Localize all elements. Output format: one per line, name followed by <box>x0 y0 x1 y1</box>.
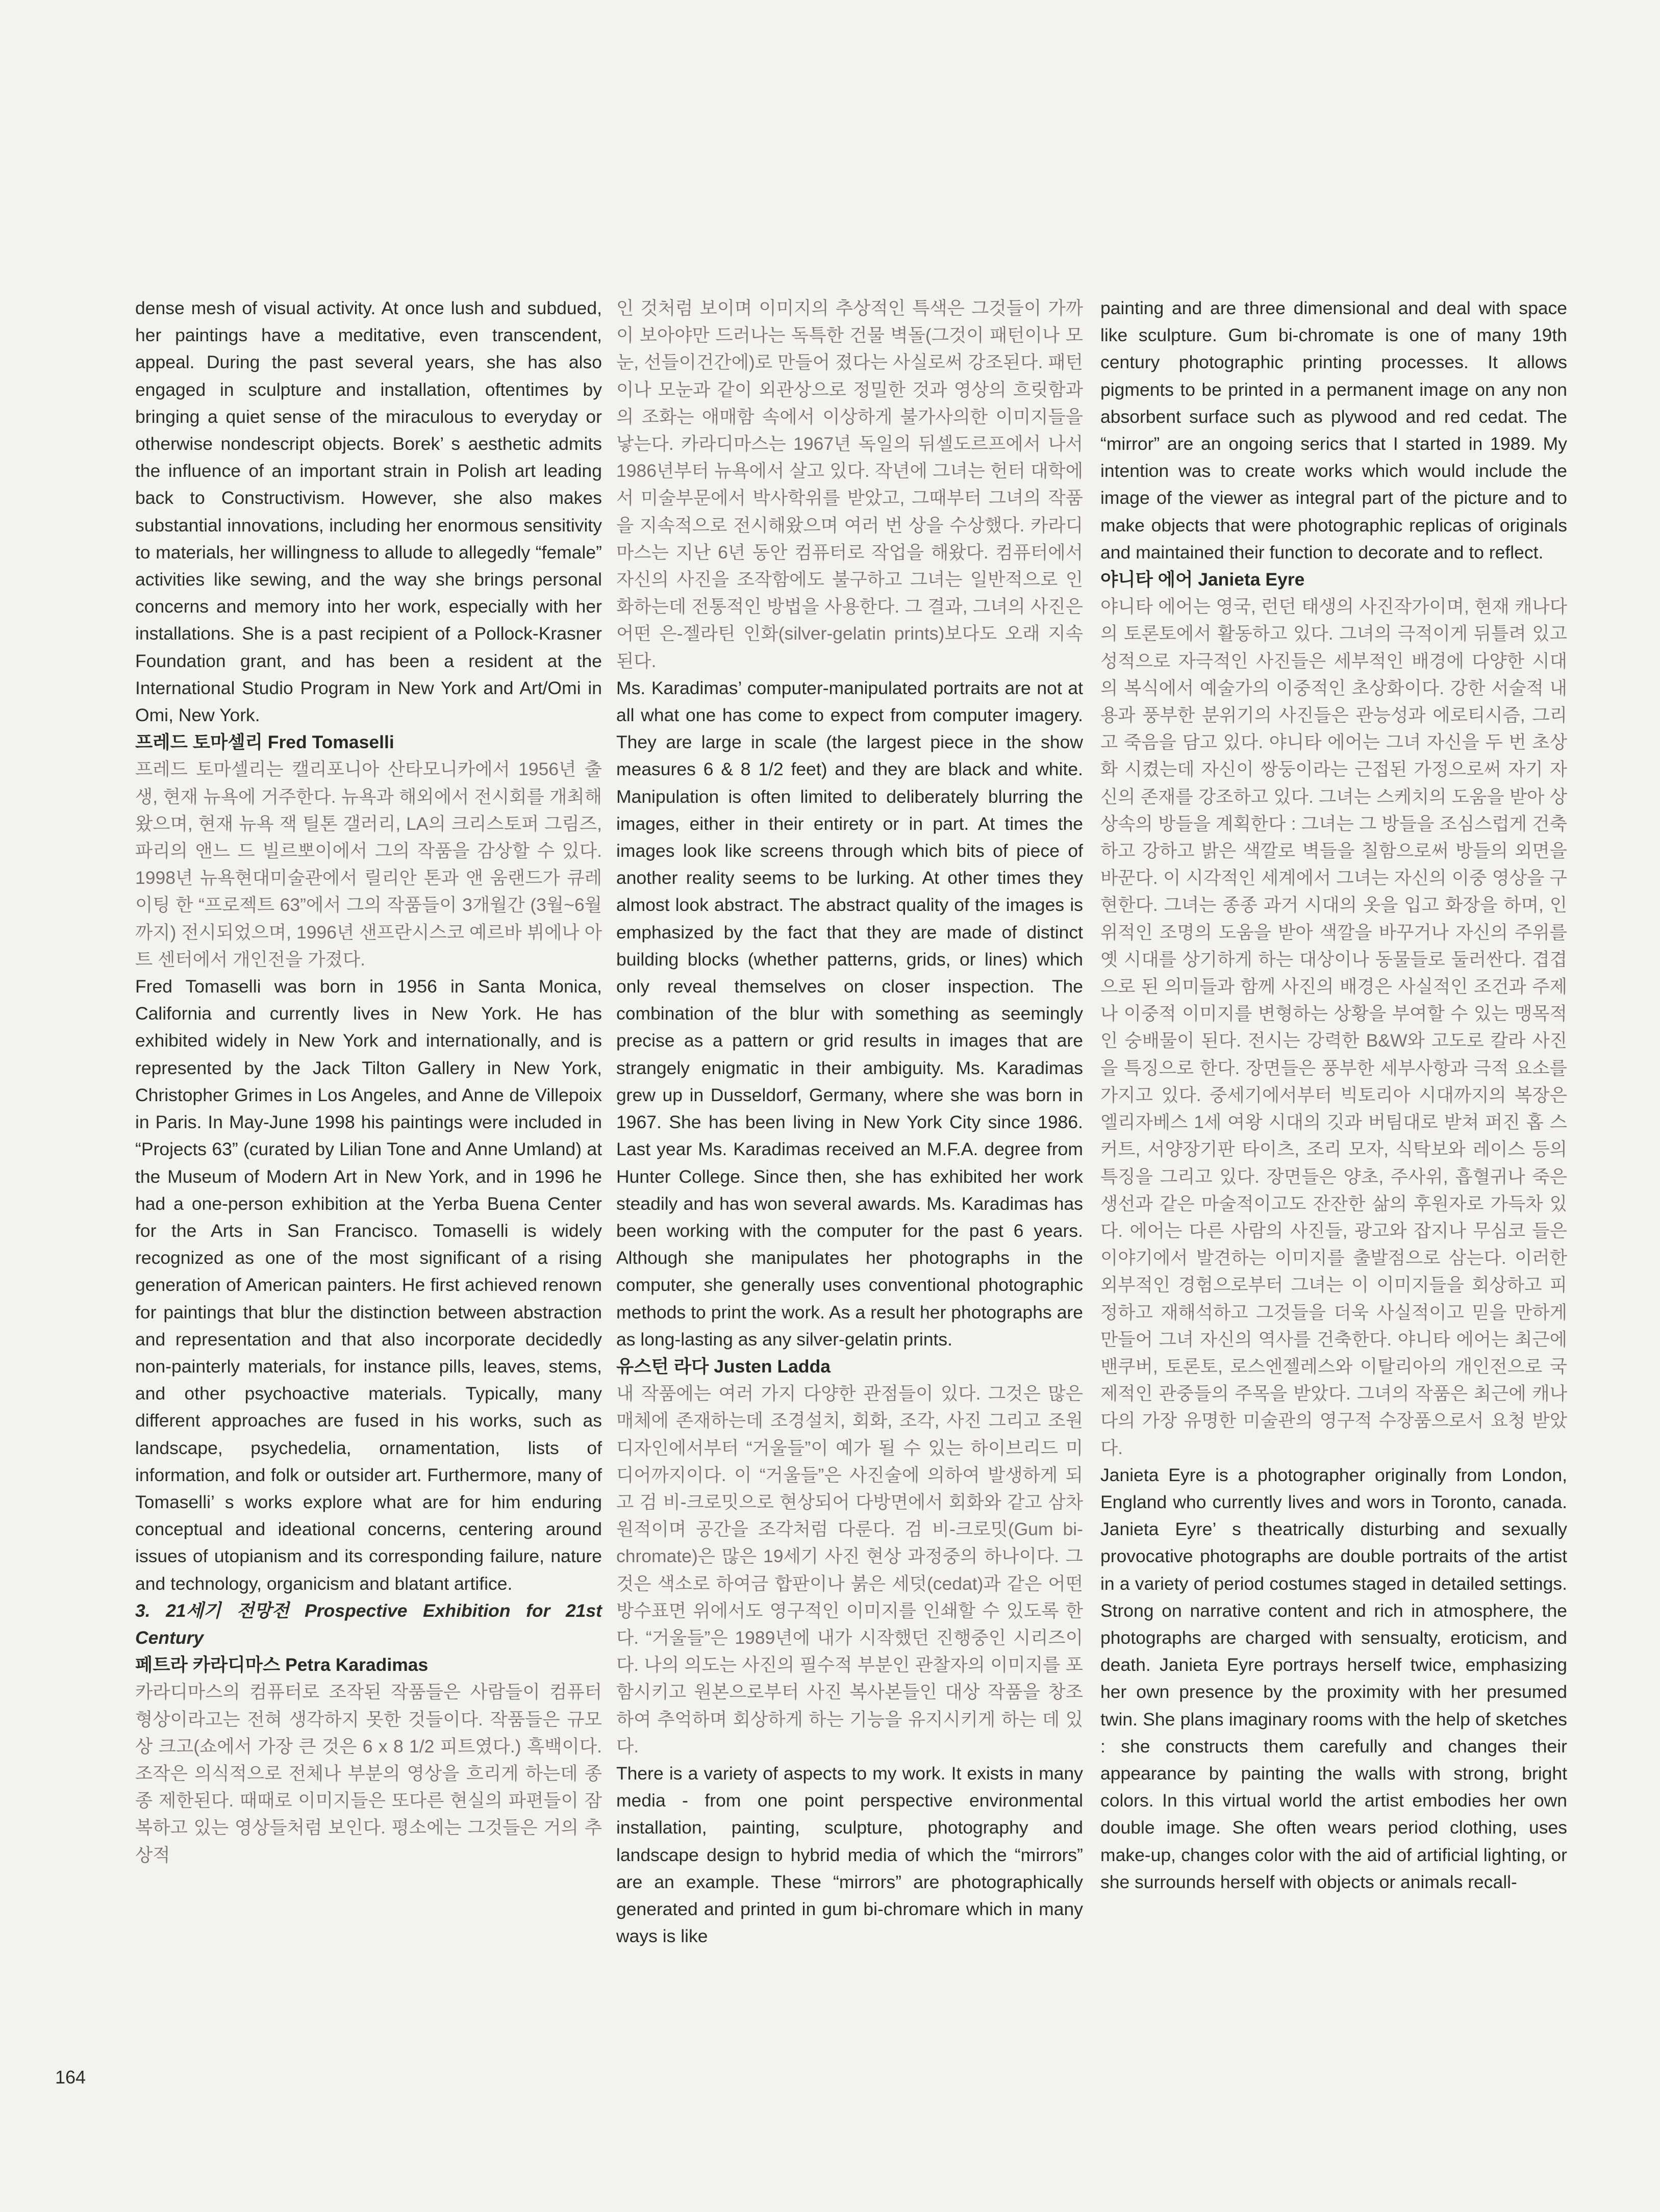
paragraph-ladda-english-cont: painting and are three dimensional and deal with space like sculpture. Gum bi-chromate is one of many 19th century photographic printing processes. It allows pigments to be printed in a permanent image on any non absorbent surface such as plywood and red cedat. The “mirror” are an ongoing serics that I started in 1989. My intention was to create works which would include the image of the viewer as integral part of the picture and to make objects that were photographic replicas of originals and maintained their function to decorate and to reflect. <box>1100 298 1567 563</box>
paragraph-eyre-english: Janieta Eyre is a photographer originally from London, England who currently lives and wors in Toronto, canada. Janieta Eyre’ s theatrically disturbing and sexually provocative photographs are double portraits of the artist in a variety of period costumes staged in detailed settings. Strong on narrative content and rich in atmosphere, the photographs are charged with sensualty, eroticism, and death. Janieta Eyre portrays herself twice, emphasizing her own presence by the proximity with her presumed twin. She plans imaginary rooms with the help of sketches : she constructs them carefully and changes their appearance by painting the walls with strong, bright colors. In this virtual world the artist embodies her own double image. She often wears period clothing, uses make-up, changes color with the aid of artificial lighting, or she surrounds herself with objects or animals recall- <box>1100 1464 1567 1892</box>
heading-janieta-eyre: 야니타 에어 Janieta Eyre <box>1100 569 1305 590</box>
paragraph-eyre-korean: 야니타 에어는 영국, 런던 태생의 사진작가이며, 현재 캐나다의 토론토에서 활동하고 있다. 그녀의 극적이게 뒤틀려 있고 성적으로 자극적인 사진들은 세부적인 배경에 다양한 시대의 복식에서 예술가의 이중적인 초상화이다. 강한 서술적 내용과 풍부한 분위기의 사진들은 관능성과 에로티시즘, 그리고 죽음을 담고 있다. 야니타 에어는 그녀 자신을 두 번 초상화 시켰는데 자신이 쌍둥이라는 근접된 가정으로써 자기 자신의 존재를 강조하고 있다. 그녀는 스케치의 도움을 받아 상상속의 방들을 계획한다 : 그녀는 그 방들을 조심스럽게 건축하고 강하고 밝은 색깔로 벽들을 칠함으로써 방들의 외면을 바꾼다. 이 시각적인 세계에서 그녀는 자신의 이중 영상을 구현한다. 그녀는 종종 과거 시대의 옷을 입고 화장을 하며, 인위적인 조명의 도움을 받아 색깔을 바꾸거나 자신의 주위를 옛 시대를 상기하게 하는 대상이나 동물들로 둘러싼다. 겹겹으로 된 의미들과 함께 사진의 배경은 사실적인 조건과 주제나 이중적 이미지를 변형하는 상황을 부여할 수 있는 맹목적인 숭배물이 된다. 전시는 강력한 B&W와 고도로 칼라 사진을 특징으로 한다. 장면들은 풍부한 세부사항과 극적 요소를 가지고 있다. 중세기에서부터 빅토리아 시대까지의 복장은 엘리자베스 1세 여왕 시대의 깃과 버팀대로 받쳐 퍼진 홉 스커트, 서양장기판 타이츠, 조리 모자, 식탁보와 레이스 등의 특징을 그리고 있다. 장면들은 양초, 주사위, 흡혈귀나 죽은 생선과 같은 마술적이고도 잔잔한 삶의 후원자로 가득차 있다. 에어는 다른 사람의 사진들, 광고와 잡지나 무심코 들은 이야기에서 발견하는 이미지를 출발점으로 삼는다. 이러한 외부적인 경험으로부터 그녀는 이 이미지들을 회상하고 피정하고 재해석하고 그것들을 더욱 사실적이고 믿을 만하게 만들어 그녀 자신의 역사를 건축한다. 야니타 에어는 최근에 밴쿠버, 토론토, 로스엔젤레스와 이탈리아의 개인전으로 국제적인 관중들의 주목을 받았다. 그녀의 작품은 최근에 캐나다의 가장 유명한 미술관의 영구적 수장품으로서 요청 받았다. <box>1100 596 1567 1458</box>
page-number: 164 <box>55 2067 86 2088</box>
heading-justen-ladda: 유스턴 라다 Justen Ladda <box>616 1356 831 1377</box>
text-column-2 <box>616 295 1083 1950</box>
section-heading-prospective-exhibition: 3. 21세기 전망전 Prospective Exhibition for 21st Century <box>135 1600 602 1648</box>
paragraph-tomaselli-english: Fred Tomaselli was born in 1956 in Santa Monica, California and currently lives in New York. He has exhibited widely in New York and internationally, and is represented by the Jack Tilton Gallery in New York, Christopher Grimes in Los Angeles, and Anne de Villepoix in Paris. In May-June 1998 his paintings were included in “Projects 63” (curated by Lilian Tone and Anne Umland) at the Museum of Modern Art in New York, and in 1996 he had a one-person exhibition at the Yerba Buena Center for the Arts in San Francisco. Tomaselli is widely recognized as one of the most significant of a rising generation of American painters. He first achieved renown for paintings that blur the distinction between abstraction and representation and that also incorporate decidedly non-painterly materials, for instance pills, leaves, stems, and other psychoactive materials. Typically, many different approaches are fused in his works, such as landscape, psychedelia, ornamentation, lists of information, and folk or outsider art. Furthermore, many of Tomaselli’ s works explore what are for him enduring conceptual and ideational concerns, centering around issues of utopianism and its corresponding failure, nature and technology, organicism and blatant artifice. <box>135 976 602 1594</box>
paragraph-ladda-korean: 내 작품에는 여러 가지 다양한 관점들이 있다. 그것은 많은 매체에 존재하는데 조경설치, 회화, 조각, 사진 그리고 조원 디자인에서부터 “거울들”이 예가 될 수 있는 하이브리드 미디어까지이다. 이 “거울들”은 사진술에 의하여 발생하게 되고 검 비-크로밋으로 현상되어 다방면에서 회화와 같고 삼차원적이며 공간을 조각처럼 다룬다. 검 비-크로밋(Gum bi-chromate)은 많은 19세기 사진 현상 과정중의 하나이다. 그것은 색소로 하여금 합판이나 붉은 세덧(cedat)과 같은 어떤 방수표면 위에서도 영구적인 이미지를 인쇄할 수 있도록 한다. “거울들”은 1989년에 내가 시작했던 진행중인 시리즈이다. 나의 의도는 사진의 필수적 부분인 관찰자의 이미지를 포함시키고 원본으로부터 사진 복사본들인 대상 작품을 창조하여 추억하며 회상하게 하는 기능을 유지시키게 하는 데 있다. <box>616 1383 1083 1757</box>
paragraph-karadimas-korean: 카라디마스의 컴퓨터로 조작된 작품들은 사람들이 컴퓨터 형상이라고는 전혀 생각하지 못한 것들이다. 작품들은 규모상 크고(쇼에서 가장 큰 것은 6 x 8 1/2 피트였다.) 흑백이다. 조작은 의식적으로 전체나 부분의 영상을 흐리게 하는데 종종 제한된다. 때때로 이미지들은 또다른 현실의 파편들이 잠복하고 있는 영상들처럼 보인다. 평소에는 그것들은 거의 추상적 <box>135 1682 602 1865</box>
heading-petra-karadimas: 페트라 카라디마스 Petra Karadimas <box>135 1655 429 1675</box>
text-column-1 <box>135 295 602 1869</box>
paragraph-karadimas-english: Ms. Karadimas’ computer-manipulated portraits are not at all what one has come to expect from computer imagery. They are large in scale (the largest piece in the show measures 6 & 8 1/2 feet) and they are black and white. Manipulation is often limited to deliberately blurring the images, either in their entirety or in part. At times the images look like screens through which bits of piece of another reality seems to be lurking. At other times they almost look abstract. The abstract quality of the images is emphasized by the fact that they are made of distinct building blocks (whether patterns, grids, or lines) which only reveal themselves on closer inspection. The combination of the blur with something as seemingly precise as a pattern or grid results in images that are strangely enigmatic in their ambiguity. Ms. Karadimas grew up in Dusseldorf, Germany, where she was born in 1967. She has been living in New York City since 1986. Last year Ms. Karadimas received an M.F.A. degree from Hunter College. Since then, she has exhibited her work steadily and has won several awards. Ms. Karadimas has been working with the computer for the past 6 years. Although she manipulates her photographs in the computer, she generally uses conventional photographic methods to print the work. As a result her photographs are as long-lasting as any silver-gelatin prints. <box>616 677 1083 1350</box>
paragraph-ladda-english: There is a variety of aspects to my work. It exists in many media - from one point perspective environmental installation, painting, sculpture, photography and landscape design to hybrid media of which the “mirrors” are an example. These “mirrors” are photographically generated and printed in gum bi-chromare which in many ways is like <box>616 1763 1083 1947</box>
heading-fred-tomaselli: 프레드 토마셀리 Fred Tomaselli <box>135 732 394 753</box>
paragraph-tomaselli-korean: 프레드 토마셀리는 캘리포니아 산타모니카에서 1956년 출생, 현재 뉴욕에 거주한다. 뉴욕과 해외에서 전시회를 개최해 왔으며, 현재 뉴욕 잭 틸톤 갤러리, LA의 크리스토퍼 그림즈, 파리의 앤느 드 빌르뽀이에서 그의 작품을 감상할 수 있다. 1998년 뉴욕현대미술관에서 릴리안 톤과 앤 움랜드가 큐레이팅 한 “프로젝트 63”에서 그의 작품들이 3개월간 (3월~6월까지) 전시되었으며, 1996년 샌프란시스코 예르바 뷔에나 아트 센터에서 개인전을 가졌다. <box>135 759 602 970</box>
paragraph-karadimas-korean-cont: 인 것처럼 보이며 이미지의 추상적인 특색은 그것들이 가까이 보아야만 드러나는 독특한 건물 벽돌(그것이 패턴이나 모눈, 선들이건간에)로 만들어 졌다는 사실로써 강조된다. 패턴이나 모눈과 같이 외관상으로 정밀한 것과 영상의 흐릿함과의 조화는 애매함 속에서 이상하게 불가사의한 이미지들을 낳는다. 카라디마스는 1967년 독일의 뒤셀도르프에서 나서 1986년부터 뉴욕에서 살고 있다. 작년에 그녀는 헌터 대학에서 미술부문에서 박사학위를 받았고, 그때부터 그녀의 작품을 지속적으로 전시해왔으며 여러 번 상을 수상했다. 카라디마스는 지난 6년 동안 컴퓨터로 작업을 해왔다. 컴퓨터에서 자신의 사진을 조작함에도 불구하고 그녀는 일반적으로 인화하는데 전통적인 방법을 사용한다. 그 결과, 그녀의 사진은 어떤 은-젤라틴 인화(silver-gelatin prints)보다도 오래 지속된다. <box>616 298 1083 671</box>
paragraph-borek-end: dense mesh of visual activity. At once lush and subdued, her paintings have a meditative, even transcendent, appeal. During the past several years, she has also engaged in sculpture and installation, oftentimes by bringing a quiet sense of the miraculous to everyday or otherwise nondescript objects. Borek’ s aesthetic admits the influence of an important strain in Polish art leading back to Constructivism. However, she also makes substantial innovations, including her enormous sensitivity to materials, her willingness to allude to allegedly “female” activities like sewing, and the way she brings personal concerns and memory into her work, especially with her installations. She is a past recipient of a Pollock-Krasner Foundation grant, and has been a resident at the International Studio Program in New York and Art/Omi in Omi, New York. <box>135 298 602 726</box>
text-column-3 <box>1100 295 1567 1896</box>
